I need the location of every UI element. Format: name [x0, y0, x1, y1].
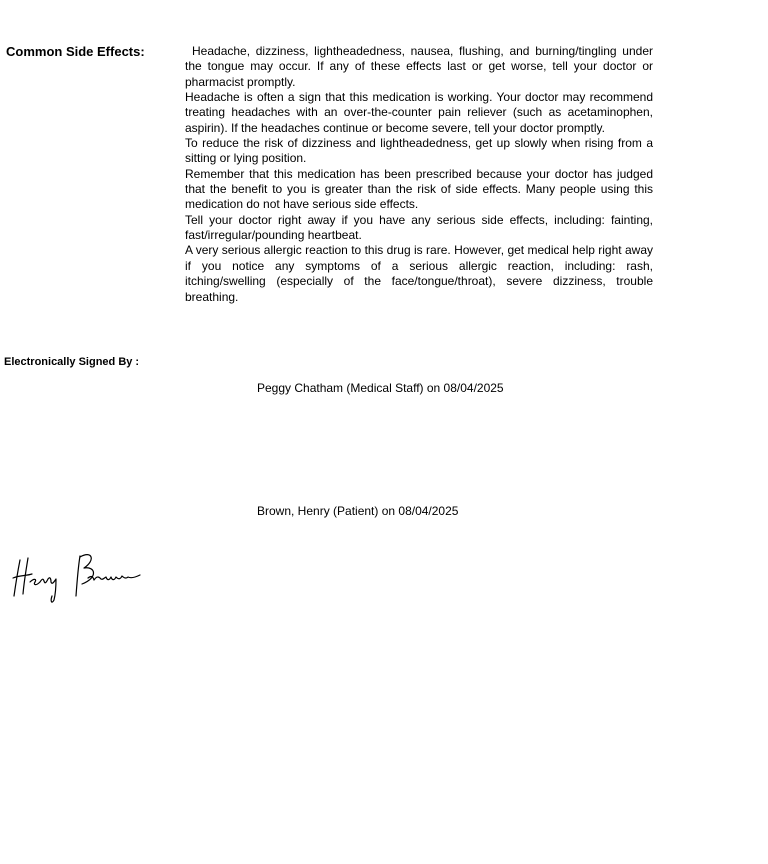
- handwritten-signature-image: [10, 548, 144, 606]
- side-effects-paragraph: Headache, dizziness, lightheadedness, nausea, flushing, and burning/tingling under the tongue may occur. If any of these effects last or get worse, tell your doctor or pharmacist promptly.: [185, 44, 653, 89]
- electronically-signed-by-label: Electronically Signed By :: [4, 356, 140, 368]
- common-side-effects-label: Common Side Effects:: [6, 44, 145, 59]
- staff-signature-line: Peggy Chatham (Medical Staff) on 08/04/2025: [257, 381, 504, 395]
- side-effects-paragraph: A very serious allergic reaction to this drug is rare. However, get medical help right away if you notice any symptoms of a serious allergic reaction, including: rash, itching/swelling (especially of the face/tongue/throat), severe dizziness, trouble breathing.: [185, 243, 653, 304]
- side-effects-paragraph: Remember that this medication has been prescribed because your doctor has judged that the benefit to you is greater than the risk of side effects. Many people using this medication do not have serious side effects.: [185, 166, 653, 212]
- side-effects-paragraph: Headache is often a sign that this medication is working. Your doctor may recommend treating headaches with an over-the-counter pain reliever (such as acetaminophen, aspirin). If the headaches continue or become severe, tell your doctor promptly.: [185, 90, 653, 135]
- side-effects-paragraph: To reduce the risk of dizziness and lightheadedness, get up slowly when rising from a sitting or lying position.: [185, 136, 653, 166]
- side-effects-text: [185, 44, 653, 305]
- side-effects-paragraph: Tell your doctor right away if you have any serious side effects, including: fainting, fast/irregular/pounding heartbeat.: [185, 212, 653, 243]
- patient-signature-line: Brown, Henry (Patient) on 08/04/2025: [257, 504, 459, 518]
